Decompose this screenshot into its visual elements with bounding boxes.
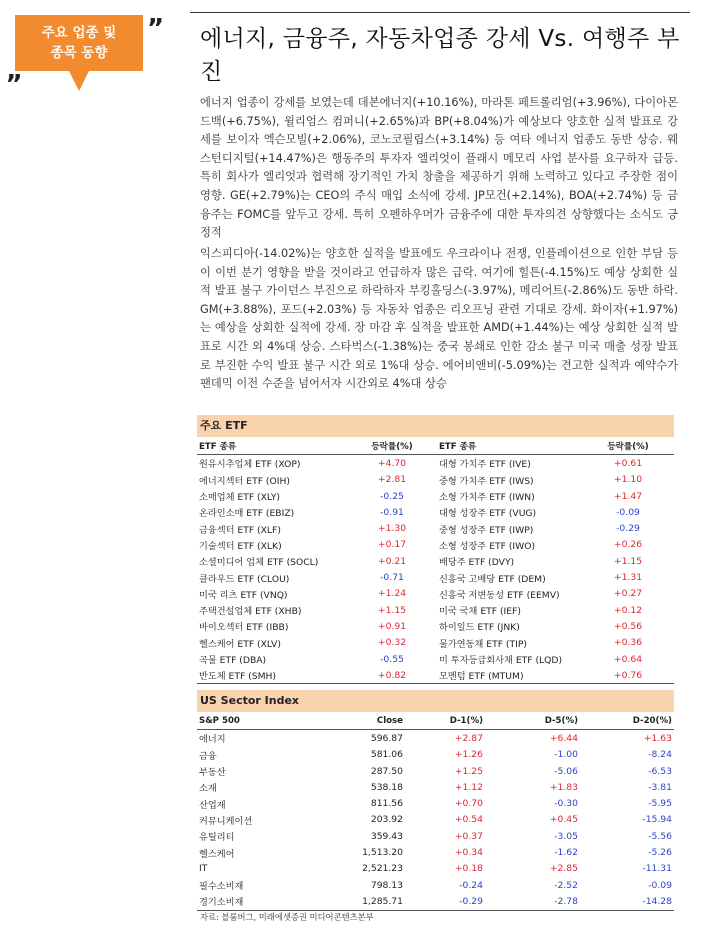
etf-change-cell: -0.29 — [616, 523, 640, 535]
sector-change-cell: +0.70 — [454, 798, 483, 810]
etf-row — [197, 667, 674, 684]
sector-change-cell: -8.24 — [648, 749, 672, 761]
sector-row — [197, 812, 674, 828]
etf-section-title: 주요 ETF — [197, 415, 674, 437]
etf-change-cell: -0.55 — [380, 653, 404, 665]
etf-row — [197, 504, 674, 520]
etf-name-cell: 온라인소매 ETF (EBIZ) — [199, 508, 295, 520]
etf-name-cell: 원유시추업체 ETF (XOP) — [199, 459, 301, 471]
close-quote-icon: „ — [6, 56, 24, 86]
sector-close-cell: 798.13 — [370, 879, 403, 891]
etf-row — [197, 455, 674, 472]
etf-change-cell: -0.71 — [380, 572, 404, 584]
sector-close-cell: 359.43 — [370, 830, 403, 842]
sector-change-cell: -1.00 — [554, 749, 578, 761]
sector-change-cell: +1.63 — [643, 732, 672, 744]
sector-row — [197, 877, 674, 893]
sector-change-cell: -0.29 — [405, 893, 485, 910]
etf-row — [197, 651, 674, 667]
etf-change-cell: +1.24 — [377, 588, 407, 600]
etf-row — [197, 569, 674, 585]
sector-close-cell: 1,513.20 — [362, 847, 403, 859]
etf-header-cell: 등락률(%) — [582, 438, 674, 455]
etf-change-cell: +0.91 — [377, 620, 407, 632]
etf-name-cell: 소형 가치주 ETF (IWN) — [439, 492, 535, 504]
etf-change-cell: +0.12 — [613, 604, 643, 616]
sector-row — [197, 828, 674, 844]
sector-name-cell: 유틸리티 — [199, 832, 235, 844]
sector-close-cell: 2,521.23 — [362, 863, 403, 875]
source-note: 자료: 블룸버그, 미래에셋증권 미디어콘텐츠본부 — [200, 912, 374, 922]
etf-name-cell: 대형 가치주 ETF (IVE) — [439, 459, 531, 471]
section-badge — [15, 15, 143, 71]
paragraph-travel: 익스피디아(-14.02%)는 양호한 실적을 발표에도 우크라이나 전쟁, 인플레이션으로 인한 부담 등이 이번 분기 영향을 받을 것이라고 언급하자 많은 급락. 여기에 힐튼(-4.15%)도 예상 상회한 실적 발표 불구 가이던스 부진으로 하락하자 부킹홀딩스(-3.97%), 메리어트(-2.86%)도 동반 하락. GM(+3.88%), 포드(+2.03%) 등 자동차 업종은 리오프닝 관련 기대로 강세. 화이자(+1.97%)는 예상을 상회한 실적에 강세. 장 마감 후 실적을 발표한 AMD(+1.44%)는 예상 상회한 실적 발표로 시간 외 4%대 상승. 스타벅스(-1.38%)는 중국 봉쇄로 인한 감소 불구 미국 매출 성장 발표로 부진한 수익 발표 불구 시간 외로 1%대 상승. 에어비앤비(-5.09%)는 견고한 실적과 예약수가 팬데믹 이전 수준을 넘어서자 시간외로 4%대 상승 — [200, 247, 678, 391]
sector-header-cell: D-5(%) — [485, 713, 580, 730]
etf-name-cell: 물가연동채 ETF (TIP) — [439, 638, 527, 650]
etf-change-cell: +0.26 — [613, 539, 643, 551]
etf-name-cell: 소형 성장주 ETF (IWO) — [439, 540, 536, 552]
sector-header-cell: D-1(%) — [405, 713, 485, 730]
etf-change-cell: +2.81 — [377, 474, 407, 486]
etf-change-cell: +1.31 — [613, 572, 643, 584]
sector-close-cell: 581.06 — [370, 749, 403, 761]
etf-change-cell: +0.17 — [377, 539, 407, 551]
etf-name-cell: 중형 가치주 ETF (IWS) — [439, 475, 534, 487]
etf-header-cell: ETF 종류 — [197, 438, 347, 455]
etf-name-cell: 주택건설업체 ETF (XHB) — [199, 606, 302, 618]
etf-change-cell: +1.15 — [377, 604, 407, 616]
etf-row — [197, 586, 674, 602]
sector-row — [197, 893, 674, 910]
etf-change-cell: +1.47 — [613, 490, 643, 502]
sector-change-cell: +0.37 — [454, 830, 483, 842]
etf-name-cell: 미 투자등급회사채 ETF (LQD) — [439, 655, 563, 666]
sector-row — [197, 795, 674, 811]
paragraph-energy: 에너지 업종이 강세를 보였는데 데본에너지(+10.16%), 마라톤 페트롤리엄(+3.96%), 다이아몬드백(+6.75%), 윌리엄스 컴퍼니(+2.65%)과 BP(+8.04%)가 예상보다 양호한 실적 발표로 강세를 보이자 엑슨모빌(+2.06%), 코노코필립스(+3.14%) 등 여타 에너지 업종도 동반 상승. 웨스턴디지털(+14.47%)은 행동주의 투자자 엘리엇이 플래시 메모리 사업 분사를 요구하자 급등. 특히 회사가 엘리엇과 협력해 장기적인 가치 창출을 제공하기 위해 노력하고 있다고 주장한 점이 영향. GE(+2.79%)는 CEO의 주식 매입 소식에 강세. JP모건(+2.14%), BOA(+2.74%) 등 금융주는 FOMC를 앞두고 강세. 특히 오펜하우머가 금융주에 대한 투자의견 상향했다는 소식도 긍정적 — [200, 96, 678, 240]
etf-change-cell: +0.56 — [613, 620, 643, 632]
top-rule — [190, 12, 690, 13]
etf-name-cell: 소셜미디어 업체 ETF (SOCL) — [199, 557, 319, 569]
sector-change-cell: +0.18 — [454, 863, 483, 875]
sector-change-cell: +0.45 — [549, 814, 578, 826]
etf-change-cell: +0.27 — [613, 588, 643, 600]
sector-close-cell: 538.18 — [370, 781, 403, 793]
badge-pointer — [69, 71, 89, 91]
etf-row — [197, 635, 674, 651]
etf-change-cell: +0.76 — [582, 667, 674, 684]
sector-change-cell: -5.26 — [648, 847, 672, 859]
sector-close-cell: 596.87 — [370, 732, 403, 744]
sector-row — [197, 747, 674, 763]
sector-change-cell: +1.83 — [549, 781, 578, 793]
sector-name-cell: 부동산 — [199, 767, 226, 779]
etf-change-cell: +0.21 — [377, 555, 407, 567]
etf-row — [197, 602, 674, 618]
sector-change-cell: +1.25 — [454, 765, 483, 777]
sector-change-cell: +1.26 — [454, 749, 483, 761]
sector-change-cell: -0.09 — [648, 879, 672, 891]
sector-name-cell: 경기소비재 — [197, 893, 325, 910]
sector-change-cell: +1.12 — [454, 781, 483, 793]
etf-change-cell: -0.25 — [380, 490, 404, 502]
sector-change-cell: -11.31 — [642, 863, 672, 875]
sector-change-cell: -1.62 — [554, 847, 578, 859]
sector-row — [197, 779, 674, 795]
sector-header-cell: S&P 500 — [197, 713, 325, 730]
etf-row — [197, 553, 674, 569]
sector-change-cell: -2.52 — [554, 879, 578, 891]
etf-header-cell: 등락률(%) — [347, 438, 437, 455]
sector-close-cell: 203.92 — [370, 814, 403, 826]
etf-change-cell: +0.64 — [613, 653, 643, 665]
etf-name-cell: 하이일드 ETF (JNK) — [439, 622, 520, 634]
sector-change-cell: -2.78 — [485, 893, 580, 910]
sector-name-cell: 금융 — [199, 750, 217, 762]
sector-row — [197, 763, 674, 779]
etf-name-cell: 모멘텀 ETF (MTUM) — [437, 667, 582, 684]
sector-change-cell: +2.87 — [454, 732, 483, 744]
sector-name-cell: 소재 — [199, 783, 217, 795]
sector-change-cell: -5.95 — [648, 798, 672, 810]
sector-change-cell: -15.94 — [642, 814, 672, 826]
sector-name-cell: 커뮤니케이션 — [199, 815, 253, 827]
etf-name-cell: 클라우드 ETF (CLOU) — [199, 573, 290, 585]
etf-name-cell: 미국 리츠 ETF (VNQ) — [199, 589, 288, 601]
sector-change-cell: -3.81 — [648, 781, 672, 793]
sector-change-cell: -6.53 — [648, 765, 672, 777]
sector-name-cell: 에너지 — [199, 734, 226, 746]
etf-row — [197, 618, 674, 634]
etf-change-cell: +0.61 — [613, 457, 643, 469]
badge-line-1: 주요 업종 및 — [41, 25, 117, 41]
sector-change-cell: +2.85 — [549, 863, 578, 875]
etf-name-cell: 신흥국 저변동성 ETF (EEMV) — [439, 589, 560, 601]
etf-change-cell: +1.15 — [613, 555, 643, 567]
etf-change-cell: +0.36 — [613, 637, 643, 649]
etf-change-cell: +1.10 — [613, 474, 643, 486]
sector-close-cell: 287.50 — [370, 765, 403, 777]
etf-row — [197, 537, 674, 553]
etf-name-cell: 중형 성장주 ETF (IWP) — [439, 524, 534, 536]
etf-name-cell: 대형 성장주 ETF (VUG) — [439, 508, 537, 520]
etf-name-cell: 기술섹터 ETF (XLK) — [199, 540, 282, 552]
sector-header-cell: D-20(%) — [580, 713, 674, 730]
etf-name-cell: 배당주 ETF (DVY) — [439, 557, 515, 569]
etf-change-cell: +0.32 — [377, 637, 407, 649]
etf-name-cell: 소매업체 ETF (XLY) — [199, 492, 281, 504]
sector-close-cell: 1,285.71 — [325, 893, 405, 910]
etf-name-cell: 곡물 ETF (DBA) — [199, 655, 267, 666]
sector-change-cell: -5.56 — [648, 830, 672, 842]
etf-table — [197, 438, 674, 684]
etf-name-cell: 미국 국채 ETF (IEF) — [439, 606, 521, 618]
sector-row — [197, 844, 674, 860]
etf-name-cell: 헬스케어 ETF (XLV) — [199, 638, 281, 650]
etf-row — [197, 488, 674, 504]
sector-change-cell: -5.06 — [554, 765, 578, 777]
etf-header-cell: ETF 종류 — [437, 438, 582, 455]
etf-name-cell: 바이오섹터 ETF (IBB) — [199, 622, 289, 634]
sector-change-cell: -0.30 — [554, 798, 578, 810]
etf-name-cell: 금융섹터 ETF (XLF) — [199, 524, 281, 536]
etf-name-cell: 에너지섹터 ETF (OIH) — [199, 475, 290, 487]
etf-name-cell: 반도체 ETF (SMH) — [197, 667, 347, 684]
etf-name-cell: 신흥국 고배당 ETF (DEM) — [439, 573, 546, 585]
open-quote-icon: ” — [147, 14, 165, 44]
sector-close-cell: 811.56 — [370, 798, 403, 810]
sector-change-cell: -3.05 — [554, 830, 578, 842]
etf-change-cell: +1.30 — [377, 523, 407, 535]
page-headline: 에너지, 금융주, 자동차업종 강세 Vs. 여행주 부진 — [200, 26, 680, 85]
badge-line-2: 종목 동향 — [50, 45, 108, 61]
etf-change-cell: +4.70 — [377, 457, 407, 469]
etf-header-row — [197, 438, 674, 455]
sector-change-cell: +6.44 — [549, 732, 578, 744]
sector-section-title: US Sector Index — [197, 690, 674, 712]
sector-name-cell: 헬스케어 — [199, 848, 235, 860]
sector-name-cell: IT — [199, 863, 208, 875]
sector-change-cell: +0.54 — [454, 814, 483, 826]
etf-row — [197, 472, 674, 488]
sector-change-cell: -0.24 — [459, 879, 483, 891]
sector-row — [197, 730, 674, 747]
sector-header-row — [197, 713, 674, 730]
sector-header-cell: Close — [325, 713, 405, 730]
etf-change-cell: -0.09 — [616, 506, 640, 518]
sector-name-cell: 필수소비재 — [199, 881, 244, 893]
sector-row — [197, 861, 674, 877]
sector-change-cell: +0.34 — [454, 847, 483, 859]
etf-change-cell: +0.82 — [347, 667, 437, 684]
sector-change-cell: -14.28 — [580, 893, 674, 910]
etf-row — [197, 520, 674, 536]
etf-change-cell: -0.91 — [380, 506, 404, 518]
sector-table — [197, 713, 674, 911]
sector-name-cell: 산업재 — [199, 799, 226, 811]
